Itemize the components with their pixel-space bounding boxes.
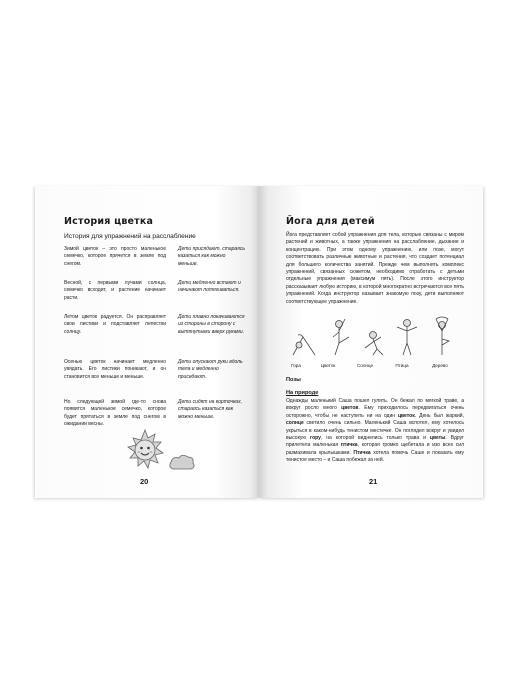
pose-label: Солнце — [356, 363, 374, 368]
open-book — [35, 186, 483, 498]
pose-label: Дерево — [432, 363, 448, 368]
story-text: Весной, с первыми лучами солнца, семечко всходит, и растение начинает расти. — [64, 280, 166, 301]
story-keyword: цветов — [341, 405, 359, 412]
left-page-subtitle: История для упражнений на расслабление — [64, 233, 196, 240]
story-text-span: . День был жаркий, — [414, 412, 464, 419]
intro-paragraph: Йога представляет собой упражнения для тела, которые связаны с миром растений и животных, а также упражнения на расслабление, дыхание и концентрацию. При этом одному упражнению, или позе, могут соответствовать различные животные и растения, что создает потенциал для большего количества занятий. Прежде чем выполнять комплекс упражнений, связанных сюжетом, необходимо отработать с детьми отдельные упражнения (максимум пять). После этого инструктор рассказывает любую историю, в которой многократно встречаются все пять упражнений. Когда инструктор называет знакомую позу, дети выполняют соответствующее упражнение. — [286, 232, 464, 305]
story-keyword: Птичка — [353, 449, 371, 456]
story-instruction: Дети опускают руки вдоль тела и медленно приседают. — [178, 359, 243, 380]
story-instruction: Дети медленно встают и начинают потягиваться. — [178, 280, 241, 294]
pose-label: Цветок — [320, 363, 336, 368]
story-keyword: цветы — [429, 435, 446, 442]
story-text-span: , которая громко щебетала и изо всех сил размахивала крылышками. — [286, 442, 464, 456]
story-keyword: солнце — [286, 420, 304, 427]
story-instruction: Дети плавно покачиваются из стороны в сторону с вытянутыми вверх руками. — [178, 314, 245, 335]
right-page-title: Йога для детей — [286, 216, 375, 227]
story-paragraph — [286, 398, 464, 465]
pose-label: Птица — [395, 363, 409, 368]
story-text: Зимой цветок – это просто маленькое семечко, которое прячется в земле под снегом. — [64, 246, 166, 267]
story-text-span: Однажды маленький Саша пошел гулять. Он бежал по мягкой траве, а вокруг росло много — [286, 398, 464, 412]
page-number: 20 — [140, 477, 149, 486]
left-page-title: История цветка — [64, 216, 154, 227]
sun-illustration — [123, 426, 205, 476]
story-heading: На природе — [286, 390, 319, 396]
story-text-span: , на которой виднелись только трава и — [320, 435, 430, 442]
story-keyword: птичка — [340, 442, 358, 449]
right-page — [259, 186, 483, 498]
story-instruction: Дети присядают, стараясь казаться как можно меньше. — [178, 246, 246, 267]
left-page — [35, 186, 259, 498]
story-keyword: цветок — [397, 412, 415, 419]
story-instruction: Дети сидят на корточках, стараясь казаться как можно меньше. — [178, 399, 242, 420]
pose-label: Гора — [291, 363, 301, 368]
page-number: 21 — [369, 477, 378, 486]
story-text: Осенью цветок начинает медленно увядать. Его листики поникают, и он становится все меньше и меньше. — [64, 359, 166, 380]
poses-heading: Позы — [286, 377, 301, 383]
story-text-span: светило очень сильно. Маленький Саша вспотел, ему хотелось укрыться в каком-нибудь тенистом местечке. Он поглядел вокруг и увидел высокую — [286, 420, 464, 442]
yoga-poses-illustration — [289, 315, 459, 361]
story-keyword: гору — [310, 435, 321, 442]
story-text-span: . Ему приходилось передвигаться очень осторожно, чтобы не наступить ни на один — [286, 405, 464, 419]
story-text: Летом цветок радуется. Он расправляет свои листики и подставляет лепестки солнцу. — [64, 314, 166, 335]
story-text-span: . Вдруг прилетела маленькая — [286, 435, 464, 449]
story-text-span: хотела помочь Саше и показать ему тенистое место – и Саша побежал за ней. — [286, 449, 464, 464]
story-text: Но следующей зимой где-то снова появится маленькое семечко, которое будет прятаться в земле под снегом в ожидании весны. — [64, 399, 166, 428]
